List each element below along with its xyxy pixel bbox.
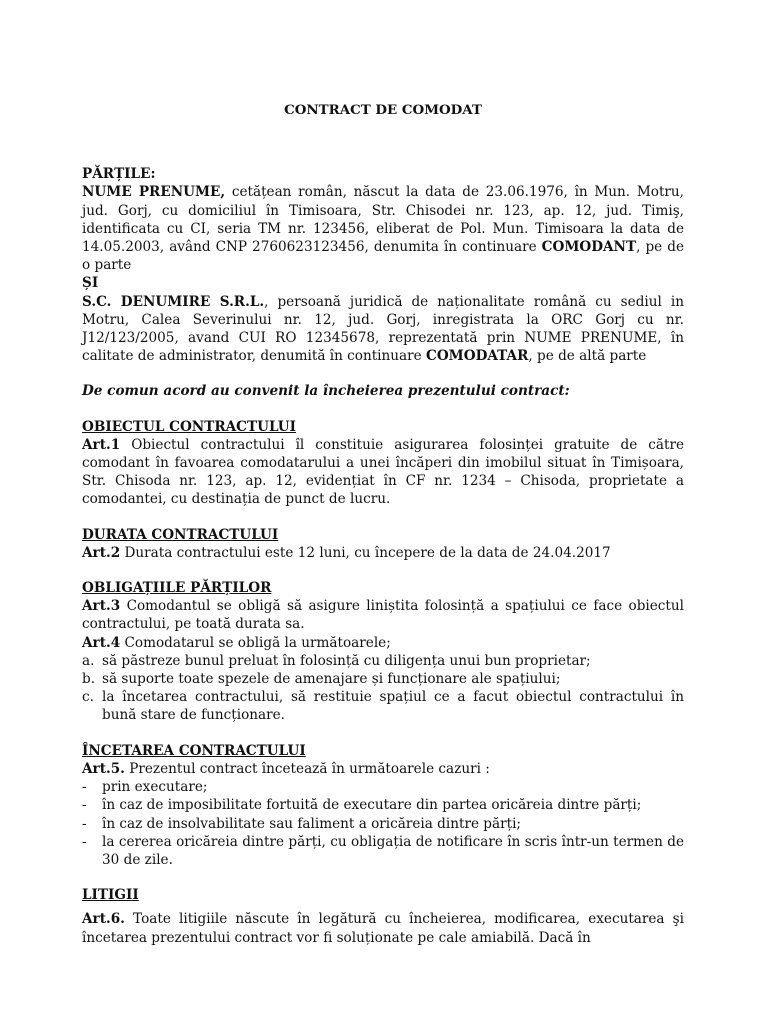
agreement-statement: De comun acord au convenit la încheierea prezentului contract:: [82, 383, 570, 400]
list-item: [82, 815, 684, 833]
party-1-paragraph: [82, 183, 684, 274]
art-4-text: Comodatarul se obligă la următoarele;: [120, 634, 391, 651]
list-item: [82, 796, 684, 814]
list-item: [82, 778, 684, 796]
party-2-paragraph: [82, 293, 684, 366]
party-2-details: , persoană juridică de naționalitate română cu sediul in Motru, Calea Severinului nr. 12, jud. Gorj, inregistrata la ORC Gorj cu nr. J12/123/2005, avand CUI RO 12345678, reprezentată prin NUME PRENUME, în calitate de administrator, denumită în continuare: [82, 293, 684, 365]
list-marker: -: [82, 797, 87, 814]
list-marker: -: [82, 815, 87, 832]
art-2-paragraph: [82, 544, 684, 562]
list-item: [82, 670, 684, 688]
party-2-tail: , pe de altă parte: [528, 348, 647, 365]
party-1-role: COMODANT: [541, 239, 637, 256]
list-item: [82, 833, 684, 869]
list-item-text: prin executare;: [102, 779, 208, 796]
list-item-text: la cererea oricăreia dintre părți, cu obligația de notificare în scris într-un termen de 30 de zile.: [102, 833, 684, 868]
party-2-name: S.C. DENUMIRE S.R.L.: [82, 293, 265, 310]
art-4-paragraph: [82, 634, 684, 652]
list-item-text: în caz de imposibilitate fortuită de executare din partea oricăreia dintre părți;: [102, 797, 642, 814]
party-1-name: NUME PRENUME,: [82, 184, 226, 201]
art-1-text: Obiectul contractului îl constituie asigurarea folosinței gratuite de către comodant în favoarea comodatarului a unei încăperi din imobilul situat în Timișoara, Str. Chisoda nr. 123, ap. 12, evidențiat în CF nr. 1234 – Chisoda, proprietate a comodantei, cu destinația de punct de lucru.: [82, 436, 684, 508]
art-1-paragraph: [82, 436, 684, 509]
art-1-label: Art.1: [82, 436, 121, 453]
art-3-text: Comodantul se obligă să asigure liniștita folosință a spațiului ce face obiectul contractului, pe toată durata sa.: [82, 598, 684, 633]
art-5-text: Prezentul contract încetează în următoarele cazuri :: [124, 760, 490, 777]
art-6-text: Toate litigiile născute în legătură cu încheierea, modificarea, executarea şi încetarea prezentului contract vor fi soluționate pe cale amiabilă. Dacă în: [82, 911, 684, 946]
art-6-label: Art.6.: [82, 911, 125, 928]
list-item-text: să suporte toate spezele de amenajare și funcționare ale spațiului;: [102, 671, 561, 688]
list-marker: a.: [82, 652, 95, 669]
list-marker: -: [82, 779, 87, 796]
list-item: [82, 652, 684, 670]
list-marker: b.: [82, 671, 96, 688]
obligations-heading: OBLIGAȚIILE PĂRȚILOR: [82, 580, 272, 597]
list-item-text: să păstreze bunul preluat în folosință cu diligența unui bun proprietar;: [102, 652, 591, 669]
list-item-text: la încetarea contractului, să restituie spațiul ce a facut obiectul contractului în bună stare de funcționare.: [102, 689, 684, 724]
parties-heading: PĂRȚILE:: [82, 166, 156, 183]
duration-heading: DURATA CONTRACTULUI: [82, 526, 279, 543]
disputes-heading: LITIGII: [82, 887, 139, 904]
art-5-label: Art.5.: [82, 760, 125, 777]
object-heading: OBIECTUL CONTRACTULUI: [82, 418, 296, 435]
art-3-paragraph: [82, 597, 684, 633]
art-6-paragraph: [82, 910, 684, 946]
art-4-label: Art.4: [82, 634, 121, 651]
art-2-text: Durata contractului este 12 luni, cu începere de la data de 24.04.2017: [120, 544, 611, 561]
list-item-text: în caz de insolvabilitate sau faliment a oricăreia dintre părți;: [102, 815, 522, 832]
art-2-label: Art.2: [82, 544, 121, 561]
document-title: CONTRACT DE COMODAT: [284, 102, 482, 118]
party-2-role: COMODATAR: [426, 348, 529, 365]
art-5-paragraph: [82, 760, 684, 778]
parties-conjunction: ȘI: [82, 275, 99, 292]
list-marker: c.: [82, 689, 94, 706]
art-3-label: Art.3: [82, 598, 121, 615]
termination-heading: ÎNCETAREA CONTRACTULUI: [82, 742, 306, 759]
list-marker: -: [82, 833, 87, 850]
party-1-details: cetățean român, născut la data de 23.06.1976, în Mun. Motru, jud. Gorj, cu domiciliul în Timisoara, Str. Chisodei nr. 123, ap. 12, jud. Timiş, identificata cu CI, seria TM nr. 123456, eliberat de Pol. Mun. Timisoara la data de 14.05.2003, având CNP 2760623123456, denumita în continuare: [82, 184, 684, 256]
party-1-tail: , pe de o parte: [82, 239, 684, 274]
list-item: [82, 688, 684, 724]
